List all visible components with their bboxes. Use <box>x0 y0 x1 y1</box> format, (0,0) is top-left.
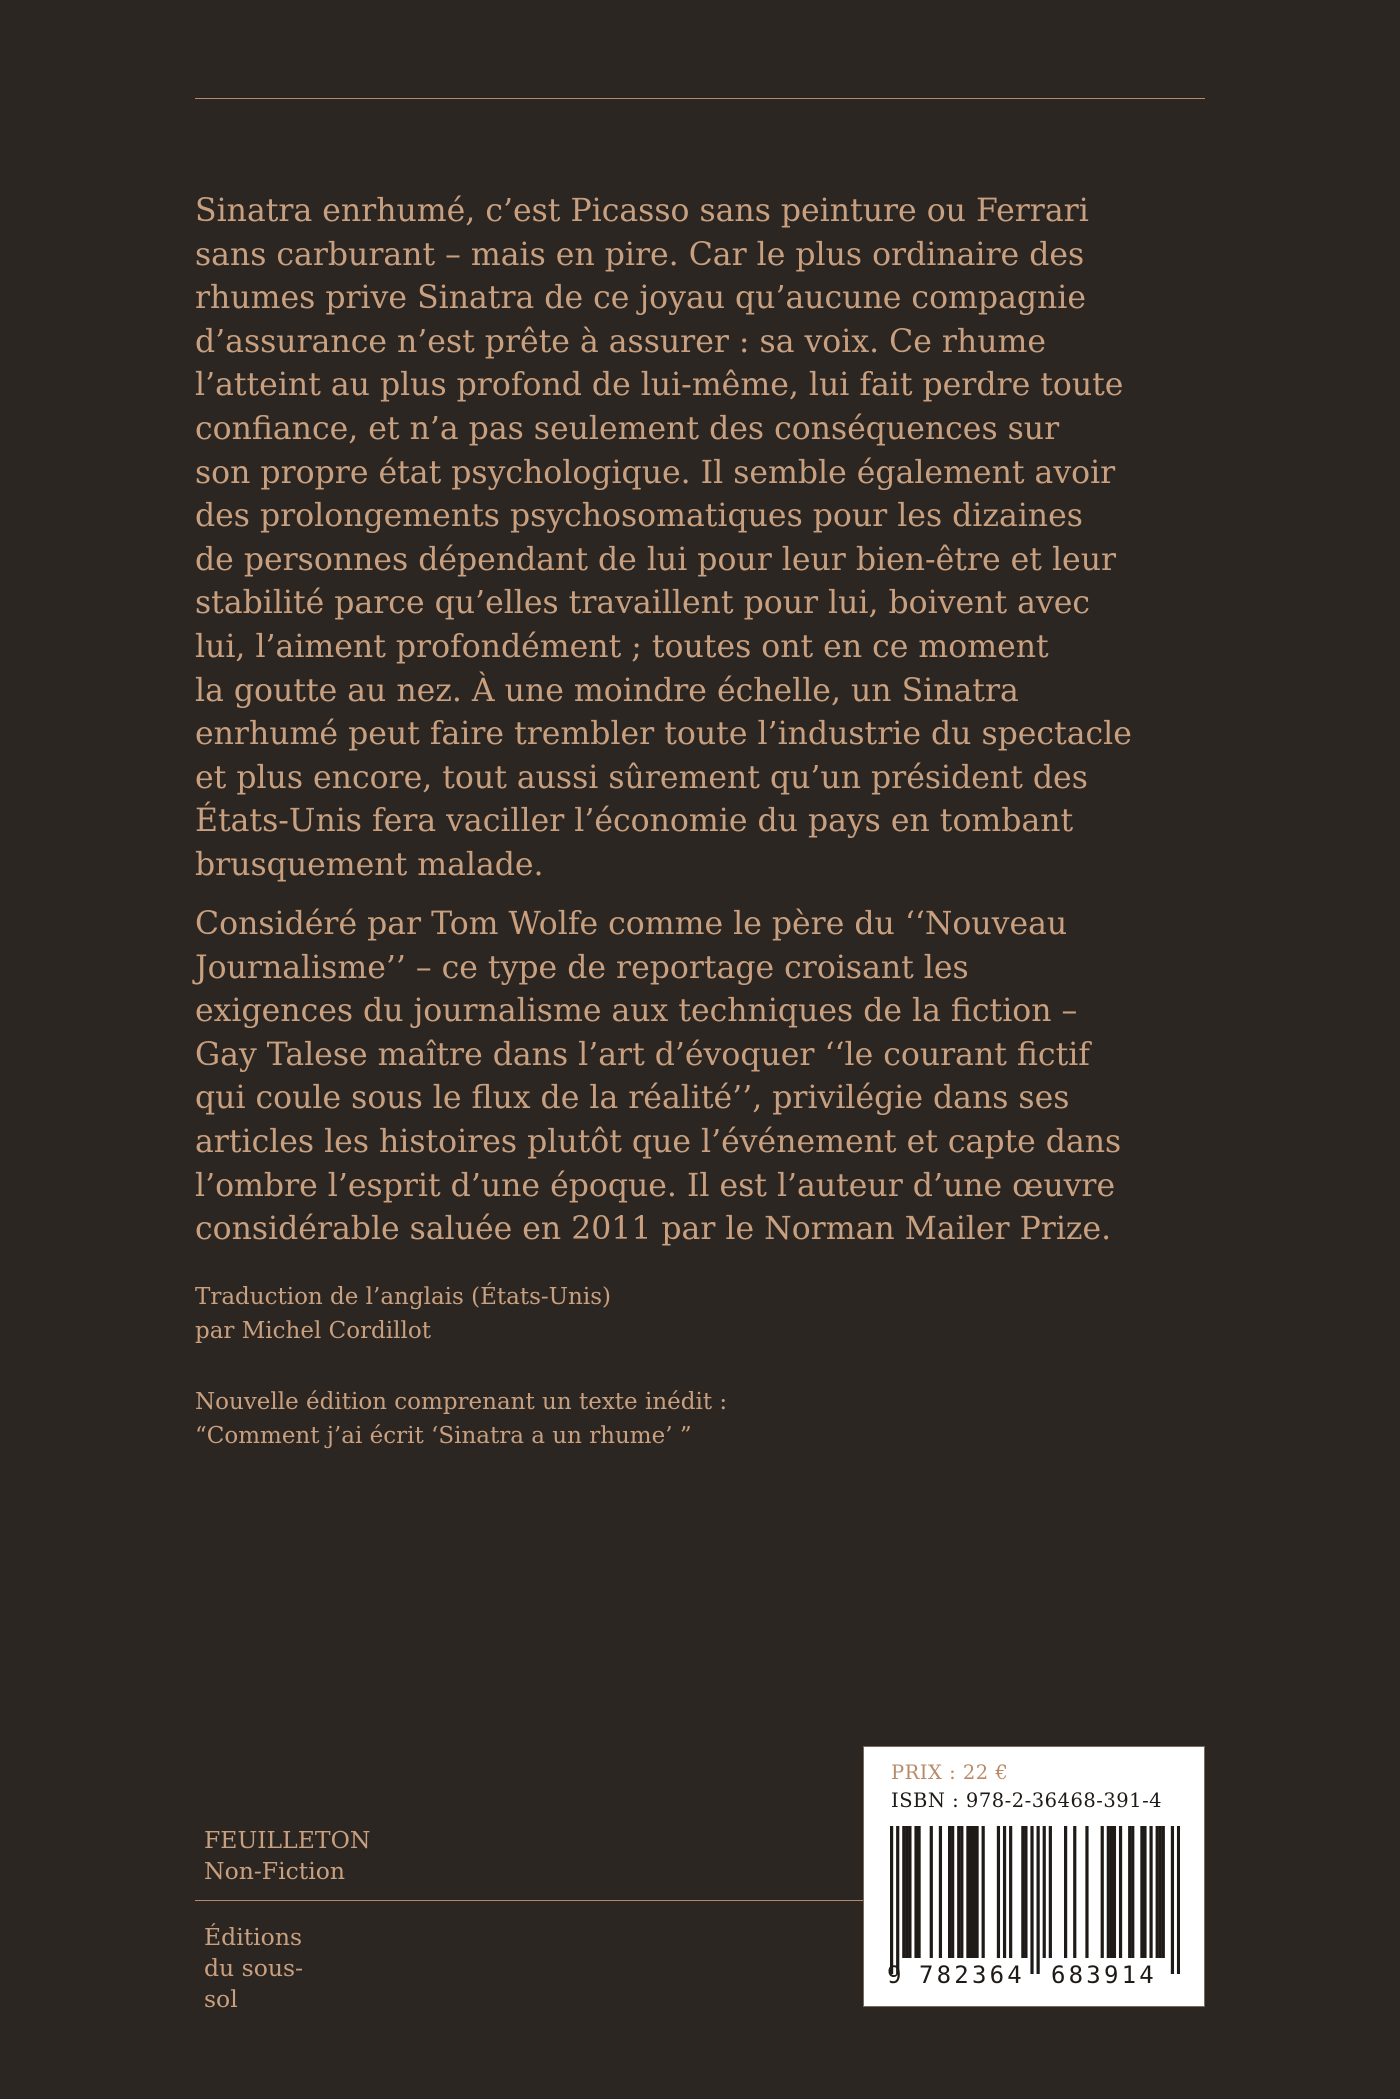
barcode-bar <box>1159 1826 1162 1958</box>
barcode-bar <box>930 1826 933 1958</box>
barcode-bar <box>1156 1826 1159 1958</box>
series-line: Non-Fiction <box>204 1857 346 1885</box>
barcode-bar <box>1009 1826 1012 1958</box>
barcode-right-group: 683914 <box>1051 1961 1157 1989</box>
barcode-bar <box>1085 1826 1088 1958</box>
barcode-bar <box>917 1826 920 1958</box>
para2-line: exigences du journalisme aux techniques de la fiction – <box>195 993 1078 1030</box>
para1-line: confiance, et n’a pas seulement des conséquences sur <box>195 410 1060 447</box>
barcode-bar <box>1131 1826 1134 1958</box>
price-label: PRIX : 22 € <box>891 1761 1009 1784</box>
barcode-bar <box>1140 1826 1143 1958</box>
para2-line: considérable saluée en 2011 par le Norman Mailer Prize. <box>195 1211 1112 1248</box>
barcode-bar <box>1171 1826 1174 1974</box>
para1-line: des prolongements psychosomatiques pour les dizaines <box>195 498 1083 535</box>
barcode-bar <box>1162 1826 1165 1958</box>
para1-line: Sinatra enrhumé, c’est Picasso sans peinture ou Ferrari <box>195 193 1089 229</box>
para2-line: Gay Talese maître dans l’art d’évoquer ‘‘le courant fictif <box>195 1036 1090 1073</box>
barcode-bar <box>1003 1826 1006 1958</box>
para2-line: Considéré par Tom Wolfe comme le père du ‘‘Nouveau <box>195 906 1068 942</box>
para1-line: son propre état psychologique. Il semble également avoir <box>195 454 1116 491</box>
para1-line: enrhumé peut faire trembler toute l’industrie du spectacle <box>195 716 1132 753</box>
barcode-left-group: 782364 <box>919 1961 1025 1989</box>
barcode-bar <box>960 1826 963 1958</box>
price-barcode-box <box>863 1746 1205 2007</box>
barcode-bar <box>1177 1826 1180 1974</box>
translation-line: par Michel Cordillot <box>195 1317 431 1344</box>
barcode-bar <box>1113 1826 1116 1958</box>
barcode-bar <box>1107 1826 1110 1958</box>
bottom-rule <box>195 1900 865 1901</box>
para1-line: États-Unis fera vaciller l’économie du pays en tombant <box>195 803 1074 840</box>
barcode-bar <box>1149 1826 1152 1958</box>
barcode-bar <box>975 1826 978 1958</box>
translation-line: Traduction de l’anglais (États-Unis) <box>195 1284 611 1310</box>
edition-note <box>195 1386 727 1453</box>
barcode-bar <box>1037 1826 1040 1974</box>
barcode-bar <box>896 1826 899 1974</box>
para1-line: d’assurance n’est prête à assurer : sa voix. Ce rhume <box>195 323 1047 360</box>
para1-line: la goutte au nez. À une moindre échelle, un Sinatra <box>195 672 1019 709</box>
barcode-bar <box>966 1826 969 1958</box>
blurb-paragraph-1 <box>195 190 1205 888</box>
publisher-line: Éditions <box>204 1923 303 1951</box>
barcode-bar <box>890 1826 893 1974</box>
edition-line: Nouvelle édition comprenant un texte inédit : <box>195 1389 728 1415</box>
barcode-bar <box>914 1826 917 1958</box>
series-line: FEUILLETON <box>204 1826 371 1854</box>
series-imprint <box>204 1825 370 1887</box>
barcode-bar <box>969 1826 972 1958</box>
para1-line: rhumes prive Sinatra de ce joyau qu’aucune compagnie <box>195 280 1087 317</box>
barcode-bar <box>1128 1826 1131 1958</box>
barcode-bar <box>1119 1826 1122 1958</box>
barcode-bar <box>1049 1826 1052 1958</box>
edition-line: “Comment j’ai écrit ‘Sinatra a un rhume’ ” <box>195 1422 692 1449</box>
para1-line: de personnes dépendant de lui pour leur bien-être et leur <box>195 541 1117 578</box>
isbn-label: ISBN : 978-2-36468-391-4 <box>891 1789 1163 1812</box>
barcode-bar <box>1064 1826 1067 1958</box>
barcode-bar <box>972 1826 975 1958</box>
publisher-line: sol <box>204 1985 238 2013</box>
para2-line: Journalisme’’ – ce type de reportage croisant les <box>195 949 969 986</box>
barcode-icon <box>890 1826 1180 1974</box>
para1-line: brusquement malade. <box>195 846 544 883</box>
para1-line: stabilité parce qu’elles travaillent pour lui, boivent avec <box>195 585 1090 622</box>
publisher-imprint <box>204 1922 303 2015</box>
para1-line: l’atteint au plus profond de lui-même, lui fait perdre toute <box>195 367 1124 404</box>
barcode-bar <box>1024 1826 1027 1958</box>
blurb-paragraph-2 <box>195 903 1205 1252</box>
publisher-line: du sous- <box>204 1954 303 1982</box>
barcode-first-digit: 9 <box>887 1961 902 1989</box>
barcode-bar <box>1110 1826 1113 1958</box>
barcode-bar <box>1021 1826 1024 1958</box>
barcode-bar <box>1073 1826 1076 1958</box>
para1-line: et plus encore, tout aussi sûrement qu’un président des <box>195 759 1088 796</box>
barcode-bar <box>902 1826 905 1958</box>
para1-line: lui, l’aiment profondément ; toutes ont en ce moment <box>195 628 1049 665</box>
barcode-bar <box>948 1826 951 1958</box>
barcode-bar <box>1101 1826 1104 1958</box>
barcode-bar <box>939 1826 942 1958</box>
barcode-bar <box>1143 1826 1146 1958</box>
barcode-bar <box>957 1826 960 1958</box>
para1-line: sans carburant – mais en pire. Car le plus ordinaire des <box>195 236 1085 273</box>
para2-line: articles les histoires plutôt que l’événement et capte dans <box>195 1123 1122 1160</box>
barcode-bar <box>997 1826 1000 1958</box>
barcode-bar <box>905 1826 908 1958</box>
barcode-bar <box>1043 1826 1046 1958</box>
top-rule <box>195 98 1205 99</box>
para2-line: qui coule sous le flux de la réalité’’, privilégie dans ses <box>195 1080 1070 1117</box>
translation-credit <box>195 1281 611 1348</box>
barcode-bar <box>982 1826 985 1958</box>
barcode-bar <box>908 1826 911 1958</box>
barcode-bar <box>1030 1826 1033 1974</box>
barcode-bar <box>951 1826 954 1958</box>
para2-line: l’ombre l’esprit d’une époque. Il est l’auteur d’une œuvre <box>195 1167 1116 1204</box>
